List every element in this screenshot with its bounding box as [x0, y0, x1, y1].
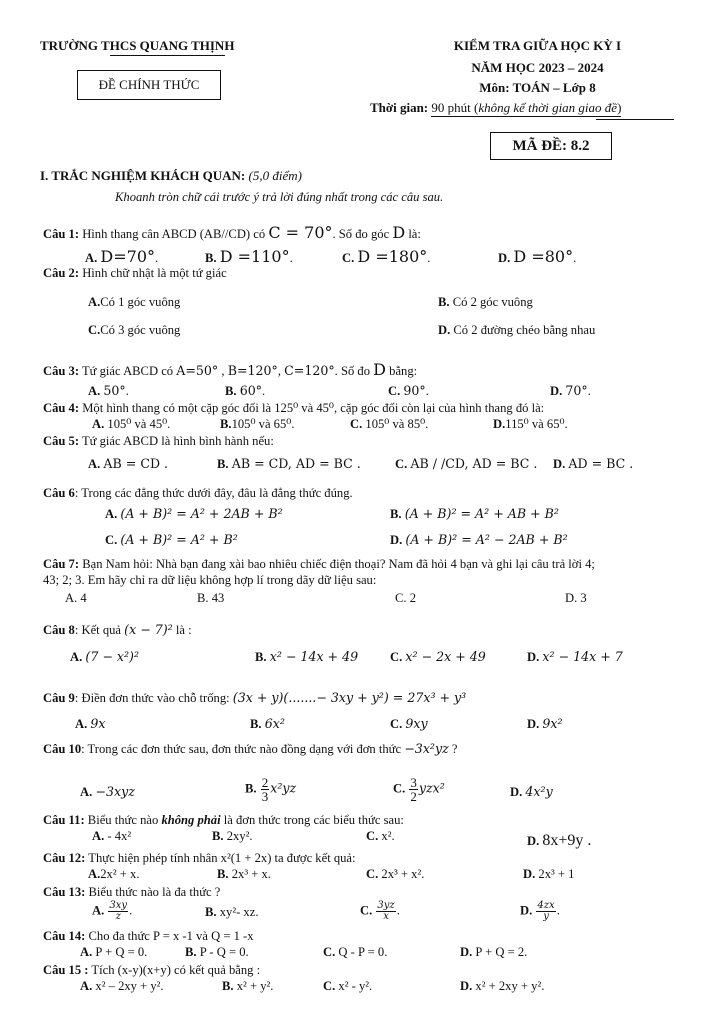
- option-b[interactable]: [220, 417, 294, 433]
- num: 4zx: [537, 900, 555, 911]
- v: 2x³ + 1: [538, 867, 575, 881]
- question-10: [43, 741, 457, 758]
- k: D.: [523, 867, 536, 881]
- v: AD = BC .: [568, 456, 634, 471]
- option-c[interactable]: [390, 716, 428, 733]
- text: Cho đa thức P = x -1 và Q = 1 -x: [88, 929, 254, 943]
- text2: là đơn thức trong các biểu thức sau:: [223, 813, 404, 827]
- angle-c: C=120°: [284, 363, 335, 378]
- text: : Điền đơn thức vào chỗ trống:: [74, 691, 230, 705]
- v: Có 2 góc vuông: [452, 295, 533, 309]
- v: x² − 2x + 49: [405, 649, 486, 664]
- option-c[interactable]: [388, 383, 429, 400]
- option-b[interactable]: [438, 295, 533, 311]
- k: B.: [217, 867, 229, 881]
- s: .: [155, 251, 159, 265]
- question-15: [43, 963, 260, 979]
- option-a[interactable]: [75, 716, 106, 733]
- question-text-tail: . Số đo góc: [332, 227, 390, 241]
- text: Biểu thức nào là đa thức ?: [88, 885, 221, 899]
- v: (A + B)² = A² + AB + B²: [404, 506, 559, 521]
- option-d[interactable]: [565, 591, 587, 607]
- fraction: [409, 776, 418, 803]
- k: C.: [395, 591, 407, 605]
- text: : Trong các đẳng thức dưới đây, đâu là đẳng thức đúng.: [74, 486, 353, 500]
- exam-title: KIỂM TRA GIỮA HỌC KỲ I: [453, 38, 622, 53]
- option-c[interactable]: [395, 591, 416, 607]
- option-d[interactable]: [460, 979, 544, 995]
- k: C.: [390, 717, 403, 731]
- v: 2x³ + x².: [381, 867, 425, 881]
- label: Câu 12:: [43, 851, 86, 865]
- option-c[interactable]: [395, 456, 537, 473]
- v: P + Q = 0.: [95, 945, 148, 959]
- k: C.: [366, 829, 379, 843]
- v: (7 − x²)²: [85, 649, 140, 664]
- v: P - Q = 0.: [199, 945, 249, 959]
- text: Tích (x-y)(x+y) có kết quả bằng :: [91, 963, 261, 977]
- option-c[interactable]: [88, 323, 180, 339]
- v: 2xy².: [226, 829, 253, 843]
- option-b[interactable]: [217, 456, 361, 473]
- v: AB = CD, AD = BC .: [231, 456, 361, 471]
- time-label: Thời gian:: [370, 100, 429, 115]
- v: 2x² + x.: [100, 867, 140, 881]
- option-b[interactable]: [250, 716, 285, 733]
- v: 50°: [103, 383, 126, 398]
- option-a[interactable]: [70, 649, 139, 666]
- v: Q - P = 0.: [338, 945, 388, 959]
- section-title: I. TRẮC NGHIỆM KHÁCH QUAN:: [40, 168, 246, 183]
- option-a[interactable]: [80, 979, 164, 995]
- question-8: [43, 622, 192, 639]
- option-a[interactable]: [92, 829, 131, 845]
- k: B.: [212, 829, 224, 843]
- k: A.: [80, 785, 93, 799]
- s: .: [425, 384, 429, 398]
- label: Câu 13:: [43, 885, 86, 899]
- k: C.: [395, 457, 408, 471]
- option-d[interactable]: [460, 945, 527, 961]
- num: 3xy: [109, 900, 128, 911]
- k: D.: [493, 417, 506, 431]
- angle-a: A=50°: [176, 363, 219, 378]
- v: - 4x²: [107, 829, 132, 843]
- k: C.: [342, 251, 355, 265]
- option-a[interactable]: [88, 383, 129, 400]
- v: x² + y².: [236, 979, 274, 993]
- option-a[interactable]: [65, 591, 87, 607]
- option-a[interactable]: [88, 295, 180, 311]
- s: .: [396, 903, 400, 918]
- option-c[interactable]: [366, 867, 424, 883]
- question-2: [43, 266, 227, 282]
- label: Câu 2:: [43, 266, 80, 280]
- k: D.: [498, 251, 511, 265]
- question-1: [43, 223, 421, 243]
- k: D.: [550, 384, 563, 398]
- time-value-wrap: [431, 100, 621, 117]
- label: Câu 11:: [43, 813, 85, 827]
- den: 2: [410, 789, 417, 804]
- v: 9x: [90, 716, 106, 731]
- time-close: ): [617, 100, 622, 115]
- header-rule: [596, 119, 674, 120]
- v: (A + B)² = A² + 2AB + B²: [120, 506, 283, 521]
- angle-b: B=120°: [227, 363, 278, 378]
- v: 105⁰ và 85⁰.: [365, 417, 429, 431]
- v: yzx²: [418, 780, 445, 796]
- den: 3: [261, 789, 269, 804]
- v: x².: [381, 829, 395, 843]
- k: D.: [553, 457, 566, 471]
- v: AB = CD .: [103, 456, 169, 471]
- option-b[interactable]: [205, 905, 258, 921]
- k: A.: [92, 829, 105, 843]
- k: C.: [350, 417, 363, 431]
- option-c[interactable]: [350, 417, 428, 433]
- k: A.: [75, 717, 88, 731]
- label: Câu 8: [43, 623, 75, 637]
- label: Câu 15 :: [43, 963, 89, 977]
- k: D.: [565, 591, 578, 605]
- option-d[interactable]: [498, 247, 576, 267]
- k: C.: [388, 384, 401, 398]
- v: D =180°: [357, 247, 428, 266]
- v: Có 2 đường chéo bằng nhau: [453, 323, 596, 337]
- k: B.: [255, 650, 267, 664]
- option-c[interactable]: [323, 945, 387, 961]
- k: D.: [390, 533, 403, 547]
- k: B.: [250, 717, 262, 731]
- v: 105⁰ và 45⁰.: [107, 417, 171, 431]
- text1: Biểu thức nào: [87, 813, 159, 827]
- k: C.: [105, 533, 118, 547]
- option-a[interactable]: [88, 867, 139, 883]
- time-line: [370, 100, 621, 116]
- v: 6x²: [264, 716, 285, 731]
- option-a[interactable]: [105, 506, 283, 523]
- v: xy²- xz.: [219, 905, 259, 919]
- v: 8x+9y .: [542, 832, 592, 849]
- option-d[interactable]: [527, 649, 623, 666]
- option-d[interactable]: [510, 784, 553, 801]
- k: D.: [510, 785, 523, 799]
- v: 3: [580, 591, 587, 605]
- v: x² − 14x + 7: [542, 649, 623, 664]
- school: TRƯỜNG THCS QUANG THỊNH: [40, 38, 235, 53]
- k: C.: [366, 867, 379, 881]
- asked-angle: D: [373, 360, 386, 379]
- num: 3: [410, 775, 417, 790]
- label: Câu 14:: [43, 929, 86, 943]
- v: Có 3 góc vuông: [100, 323, 181, 337]
- option-b[interactable]: [205, 247, 293, 267]
- k: D.: [527, 650, 540, 664]
- question-6: [43, 486, 353, 502]
- k: A.: [92, 417, 105, 431]
- question-7: [43, 557, 595, 573]
- k: B.: [205, 905, 217, 919]
- v: x² - y².: [338, 979, 373, 993]
- question-5: [43, 434, 274, 450]
- v: (A + B)² = A² − 2AB + B²: [405, 532, 568, 547]
- fraction: [536, 901, 555, 922]
- end: ?: [451, 742, 458, 756]
- k: B.: [197, 591, 209, 605]
- k: A.: [65, 591, 78, 605]
- option-a[interactable]: [92, 417, 170, 433]
- option-b[interactable]: [197, 591, 224, 607]
- v: x² − 14x + 49: [269, 649, 359, 664]
- v: 2x³ + x.: [231, 867, 271, 881]
- exam-code-box: MÃ ĐỀ: 8.2: [490, 132, 612, 160]
- label: Câu 7:: [43, 557, 80, 571]
- option-b[interactable]: [185, 945, 249, 961]
- fraction: [376, 901, 395, 922]
- k: D.: [438, 323, 451, 337]
- v: 115⁰ và 65⁰.: [505, 417, 568, 431]
- k: A.: [88, 295, 101, 309]
- option-c[interactable]: [342, 247, 430, 267]
- s: .: [587, 384, 591, 398]
- k: A.: [88, 457, 101, 471]
- label: Câu 4:: [43, 401, 80, 415]
- k: D.: [527, 834, 540, 848]
- section-heading: [40, 168, 302, 184]
- expression: (x − 7)²: [124, 622, 173, 637]
- option-c[interactable]: [393, 776, 445, 803]
- k: A.: [80, 979, 93, 993]
- option-b[interactable]: [225, 383, 265, 400]
- subject-line: Môn: TOÁN – Lớp 8: [479, 80, 596, 95]
- school-underline: [110, 55, 225, 56]
- v: 90°: [403, 383, 426, 398]
- question-3: Câu 3: Tứ giác ABCD có A=50° , B=120°, C=120°. Số đo D bằng:: [43, 360, 418, 379]
- v: (A + B)² = A² + B²: [120, 532, 238, 547]
- label: Câu 9: [43, 691, 75, 705]
- v: 2: [409, 591, 417, 605]
- question-12: [43, 851, 356, 867]
- emphasis: không phải: [161, 813, 221, 827]
- s: .: [573, 251, 577, 265]
- k: B.: [225, 384, 237, 398]
- school-year: NĂM HỌC 2023 – 2024: [471, 60, 604, 75]
- s: .: [556, 903, 560, 918]
- asked-angle: D: [392, 223, 406, 242]
- text: Thực hiện phép tính nhân x²(1 + 2x) ta được kết quả:: [88, 851, 356, 865]
- text: Hình chữ nhật là một tứ giác: [82, 266, 227, 280]
- v: 4: [80, 591, 87, 605]
- k: B.: [222, 979, 234, 993]
- option-a[interactable]: [85, 247, 158, 267]
- s: .: [125, 384, 129, 398]
- option-d[interactable]: [438, 323, 595, 339]
- expression: −3x²yz: [404, 741, 449, 756]
- option-b[interactable]: [255, 649, 358, 666]
- v: D=70°: [100, 247, 155, 266]
- label: Câu 3:: [43, 364, 80, 378]
- option-c[interactable]: [390, 649, 486, 666]
- end: là :: [175, 623, 192, 637]
- v: D =80°: [513, 247, 574, 266]
- time-value: 90 phút (: [431, 100, 479, 115]
- den: z: [115, 911, 121, 922]
- k: B.: [217, 457, 229, 471]
- k: B.: [220, 417, 232, 431]
- v: x² + 2xy + y².: [475, 979, 545, 993]
- v: P + Q = 2.: [475, 945, 528, 959]
- option-b[interactable]: [212, 829, 253, 845]
- question-text: Hình thang cân ABCD (AB//CD) có: [82, 227, 266, 241]
- option-d[interactable]: [553, 456, 633, 473]
- question-14: [43, 929, 254, 945]
- k: C.: [323, 979, 336, 993]
- option-c[interactable]: [323, 979, 372, 995]
- s: .: [129, 903, 133, 918]
- k: A.: [105, 507, 118, 521]
- option-a[interactable]: [92, 901, 132, 922]
- time-note: không kể thời gian giao đề: [478, 100, 618, 115]
- k: A.: [85, 251, 98, 265]
- k: A.: [80, 945, 93, 959]
- v: −3xyz: [95, 784, 135, 799]
- k: A.: [92, 903, 105, 918]
- option-d[interactable]: [523, 867, 574, 883]
- v: x² – 2xy + y².: [95, 979, 164, 993]
- line1: Bạn Nam hỏi: Nhà bạn đang xài bao nhiêu chiếc điện thoại? Nam đã hỏi 4 bạn và ghi lại câu trả lời 4;: [82, 557, 595, 571]
- official-stamp-box: ĐỀ CHÍNH THỨC: [77, 70, 221, 100]
- question-9: [43, 690, 466, 707]
- k: C.: [390, 650, 403, 664]
- question-text-end: là:: [408, 227, 421, 241]
- option-a[interactable]: [88, 456, 168, 473]
- question-label: Câu 1:: [43, 227, 80, 241]
- option-a[interactable]: [80, 945, 147, 961]
- v: Có 1 góc vuông: [100, 295, 181, 309]
- k: D.: [527, 717, 540, 731]
- expression: (3x + y)(.......− 3xy + y²) = 27x³ + y³: [232, 690, 467, 705]
- text: : Kết quả: [74, 623, 122, 637]
- v: 43: [211, 591, 225, 605]
- end: bằng:: [389, 364, 418, 378]
- fraction: [261, 776, 270, 803]
- v: 9x²: [542, 716, 563, 731]
- k: D.: [460, 979, 473, 993]
- option-b[interactable]: [217, 867, 271, 883]
- text: Tứ giác ABCD có: [81, 364, 174, 378]
- label: Câu 6: [43, 486, 75, 500]
- k: B.: [390, 507, 402, 521]
- k: C.: [360, 903, 373, 918]
- option-d[interactable]: [550, 383, 591, 400]
- option-d[interactable]: [527, 831, 591, 851]
- question-4: [43, 401, 544, 417]
- option-d[interactable]: [527, 716, 563, 733]
- v: 105⁰ và 65⁰.: [231, 417, 295, 431]
- k: D.: [460, 945, 473, 959]
- option-c[interactable]: [105, 532, 238, 549]
- k: D.: [520, 903, 533, 918]
- option-b[interactable]: [245, 776, 296, 803]
- v: 4x²y: [525, 784, 553, 799]
- option-d[interactable]: [493, 417, 568, 433]
- k: A.: [70, 650, 83, 664]
- question-13: [43, 885, 220, 901]
- option-d[interactable]: [520, 901, 560, 922]
- k: C.: [393, 781, 406, 796]
- fraction: [108, 901, 128, 922]
- k: C.: [88, 323, 101, 337]
- option-a[interactable]: [80, 784, 135, 801]
- k: A.: [88, 384, 101, 398]
- option-c[interactable]: [366, 829, 395, 845]
- text: Tứ giác ABCD là hình bình hành nếu:: [81, 434, 274, 448]
- label: Câu 10: [43, 742, 82, 756]
- school-name: [40, 38, 280, 54]
- text: Một hình thang có một cặp góc đối là 125⁰ và 45⁰, cặp góc đối còn lại của hình thang đó là:: [82, 401, 545, 415]
- v: 9xy: [405, 716, 428, 731]
- label: Câu 5:: [43, 434, 80, 448]
- den: y: [543, 911, 549, 922]
- k: C.: [323, 945, 336, 959]
- option-d[interactable]: [390, 532, 568, 549]
- text: : Trong các đơn thức sau, đơn thức nào đồng dạng với đơn thức: [81, 742, 402, 756]
- v: 70°: [565, 383, 588, 398]
- k: B.: [205, 251, 217, 265]
- k: B.: [245, 781, 257, 796]
- s: .: [427, 251, 431, 265]
- option-b[interactable]: [222, 979, 273, 995]
- section-points: (5,0 điểm): [248, 168, 302, 183]
- k: B.: [185, 945, 197, 959]
- given-angle: C = 70°: [268, 223, 333, 242]
- v: 60°: [239, 383, 263, 398]
- num: 2: [261, 775, 269, 790]
- s: .: [262, 384, 266, 398]
- k: A.: [88, 867, 101, 881]
- k: B.: [438, 295, 450, 309]
- option-b[interactable]: [390, 506, 559, 523]
- num: 3yz: [377, 900, 395, 911]
- tail: . Số đo: [334, 364, 371, 378]
- option-c[interactable]: [360, 901, 400, 922]
- v: AB / /CD, AD = BC .: [410, 456, 538, 471]
- question-7-line-2: 43; 2; 3. Em hãy chỉ ra dữ liệu không hợp lí trong dãy dữ liệu sau:: [43, 573, 377, 587]
- question-11: [43, 813, 404, 829]
- den: x: [383, 911, 389, 922]
- section-instruction: Khoanh tròn chữ cái trước ý trả lời đúng nhất trong các câu sau.: [115, 190, 444, 204]
- v: x²yz: [270, 780, 297, 796]
- s: .: [289, 251, 293, 265]
- v: D =110°: [219, 247, 290, 266]
